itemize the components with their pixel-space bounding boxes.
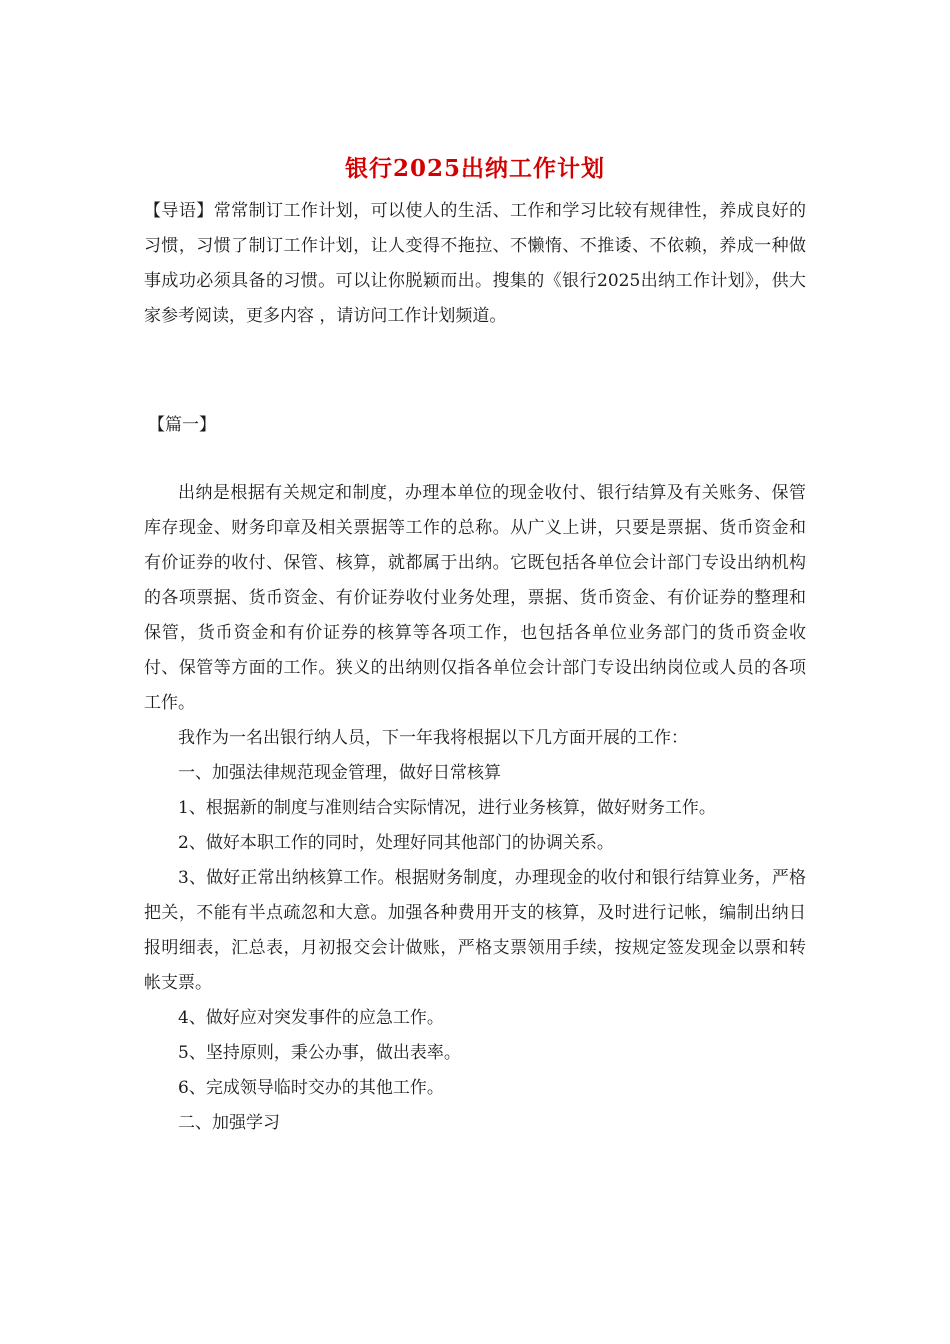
paragraph: 我作为一名出银行纳人员，下一年我将根据以下几方面开展的工作： xyxy=(178,728,688,748)
document-title: 银行2025出纳工作计划 xyxy=(344,155,605,182)
paragraph: 6、完成领导临时交办的其他工作。 xyxy=(178,1078,444,1098)
body-text xyxy=(144,476,806,1141)
paragraph: 二、加强学习 xyxy=(178,1113,280,1133)
paragraph: 4、做好应对突发事件的应急工作。 xyxy=(178,1008,444,1028)
paragraph: 5、坚持原则，秉公办事，做出表率。 xyxy=(178,1043,461,1063)
intro-paragraph: 【导语】常常制订工作计划，可以使人的生活、工作和学习比较有规律性，养成良好的习惯，习惯了制订工作计划，让人变得不拖拉、不懒惰、不推诿、不依赖，养成一种做事成功必须具备的习惯。可以让你脱颖而出。搜集的《银行2025出纳工作计划》，供大家参考阅读，更多内容 ，请访问工作计划频道。 xyxy=(144,201,806,326)
paragraph: 出纳是根据有关规定和制度，办理本单位的现金收付、银行结算及有关账务、保管库存现金、财务印章及相关票据等工作的总称。从广义上讲，只要是票据、货币资金和有价证券的收付、保管、核算，就都属于出纳。它既包括各单位会计部门专设出纳机构的各项票据、货币资金、有价证券收付业务处理，票据、货币资金、有价证券的整理和保管，货币资金和有价证券的核算等各项工作，也包括各单位业务部门的货币资金收付、保管等方面的工作。狭义的出纳则仅指各单位会计部门专设出纳岗位或人员的各项工作。 xyxy=(144,483,806,713)
paragraph: 1、根据新的制度与准则结合实际情况，进行业务核算，做好财务工作。 xyxy=(178,798,716,818)
paragraph: 3、做好正常出纳核算工作。根据财务制度，办理现金的收付和银行结算业务，严格把关，不能有半点疏忽和大意。加强各种费用开支的核算，及时进行记帐，编制出纳日报明细表，汇总表，月初报交会计做账，严格支票领用手续，按规定签发现金以票和转帐支票。 xyxy=(144,868,806,993)
section-label: 【篇一】 xyxy=(148,415,216,435)
paragraph: 一、加强法律规范现金管理，做好日常核算 xyxy=(178,763,501,783)
paragraph: 2、做好本职工作的同时，处理好同其他部门的协调关系。 xyxy=(178,833,614,853)
